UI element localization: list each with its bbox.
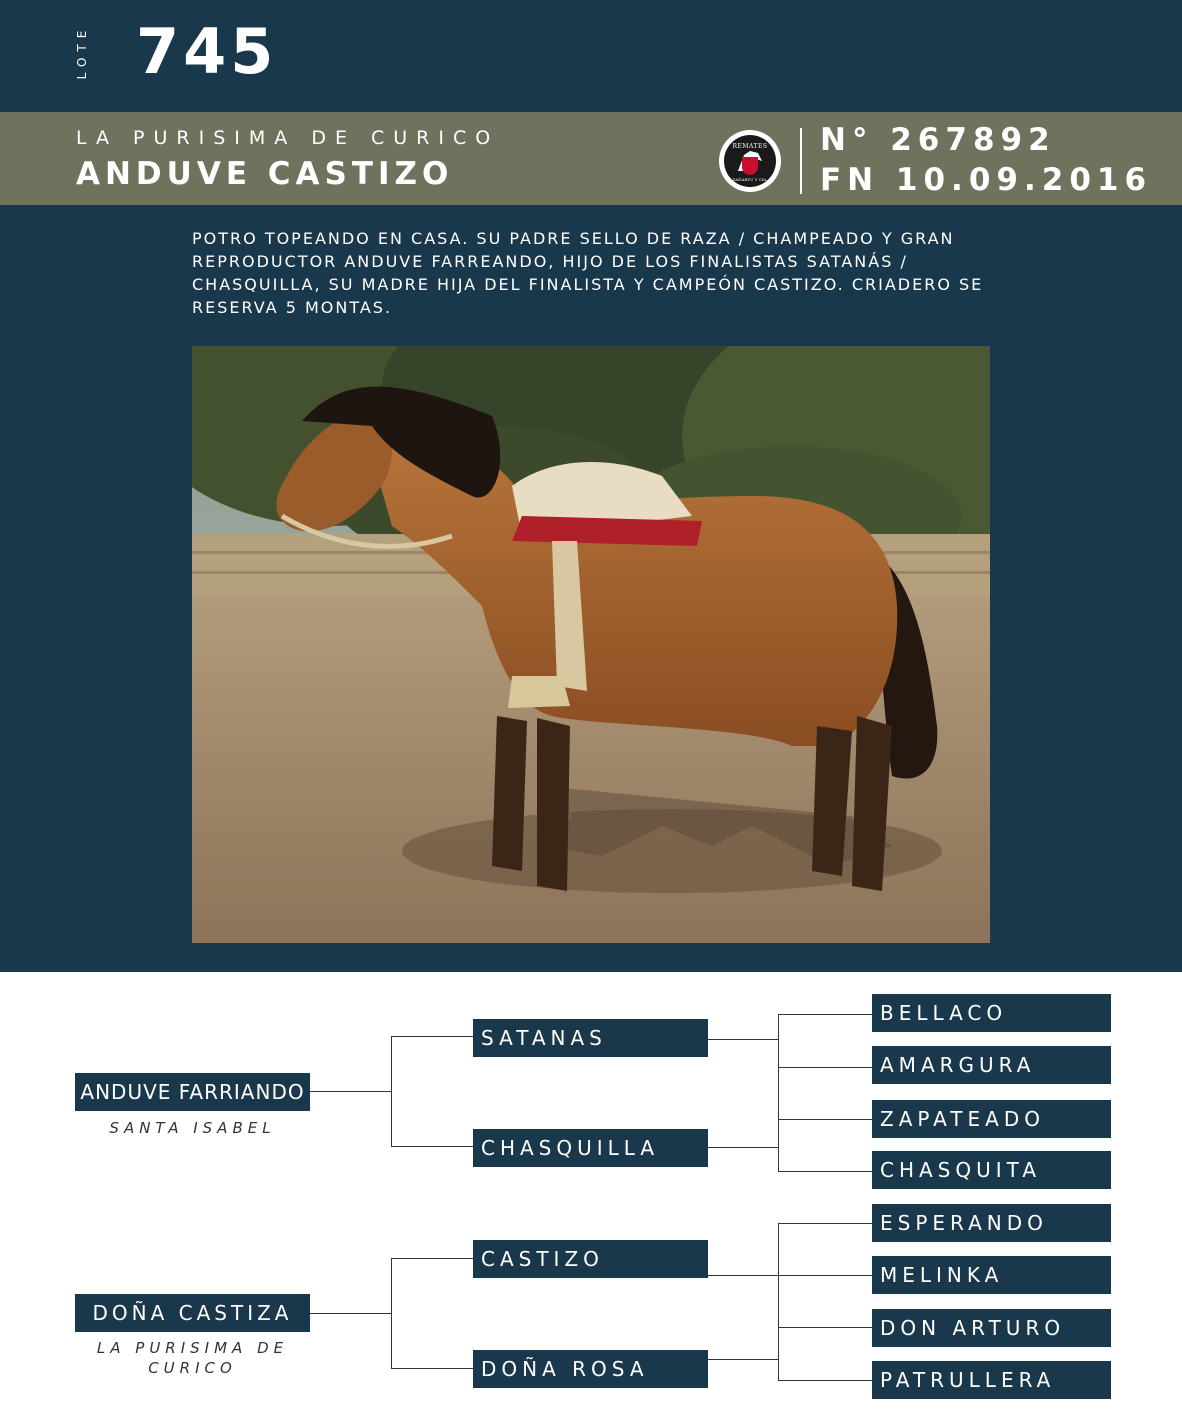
logo-bottom-text: ZAÑARTU Y CIA. — [732, 177, 768, 182]
grandparent-box: SATANAS — [473, 1019, 708, 1057]
great-grandparent-box: CHASQUITA — [872, 1151, 1111, 1189]
logo-top-text: REMATES — [732, 143, 768, 150]
pedigree-chart — [0, 972, 1182, 1418]
great-grandparent-box: ESPERANDO — [872, 1204, 1111, 1242]
grandparent-box: CHASQUILLA — [473, 1129, 708, 1167]
birth-date: FN 10.09.2016 — [820, 162, 1153, 198]
great-grandparent-box: ZAPATEADO — [872, 1100, 1111, 1138]
sire-breeder: SANTA ISABEL — [109, 1119, 276, 1137]
registry-number: N° 267892 — [820, 122, 1056, 158]
remates-logo — [719, 130, 781, 192]
great-grandparent-box: AMARGURA — [872, 1046, 1111, 1084]
dam-breeder: LA PURISIMA DE CURICO — [96, 1339, 289, 1377]
band-divider — [800, 128, 802, 194]
horse-photo — [192, 346, 990, 943]
breeder-name: LA PURISIMA DE CURICO — [76, 127, 500, 149]
great-grandparent-box: DON ARTURO — [872, 1309, 1111, 1347]
great-grandparent-box: PATRULLERA — [872, 1361, 1111, 1399]
sire-box: ANDUVE FARRIANDO — [75, 1073, 310, 1111]
shield-icon — [742, 157, 758, 175]
great-grandparent-box: BELLACO — [872, 994, 1111, 1032]
registry-info — [820, 120, 1152, 200]
great-grandparent-box: MELINKA — [872, 1256, 1111, 1294]
dam-box: DOÑA CASTIZA — [75, 1294, 310, 1332]
horse-name: ANDUVE CASTIZO — [76, 156, 454, 192]
grandparent-box: CASTIZO — [473, 1240, 708, 1278]
lote-label: LOTE — [75, 24, 89, 80]
grandparent-box: DOÑA ROSA — [473, 1350, 708, 1388]
description: POTRO TOPEANDO EN CASA. SU PADRE SELLO DE RAZA / CHAMPEADO Y GRAN REPRODUCTOR ANDUVE FARREANDO, HIJO DE LOS FINALISTAS SATANÁS / CHASQUILLA, SU MADRE HIJA DEL FINALISTA Y CAMPEÓN CASTIZO. CRIADERO SE RESERVA 5 MONTAS. — [192, 229, 984, 317]
lote-number: 745 — [136, 15, 278, 88]
